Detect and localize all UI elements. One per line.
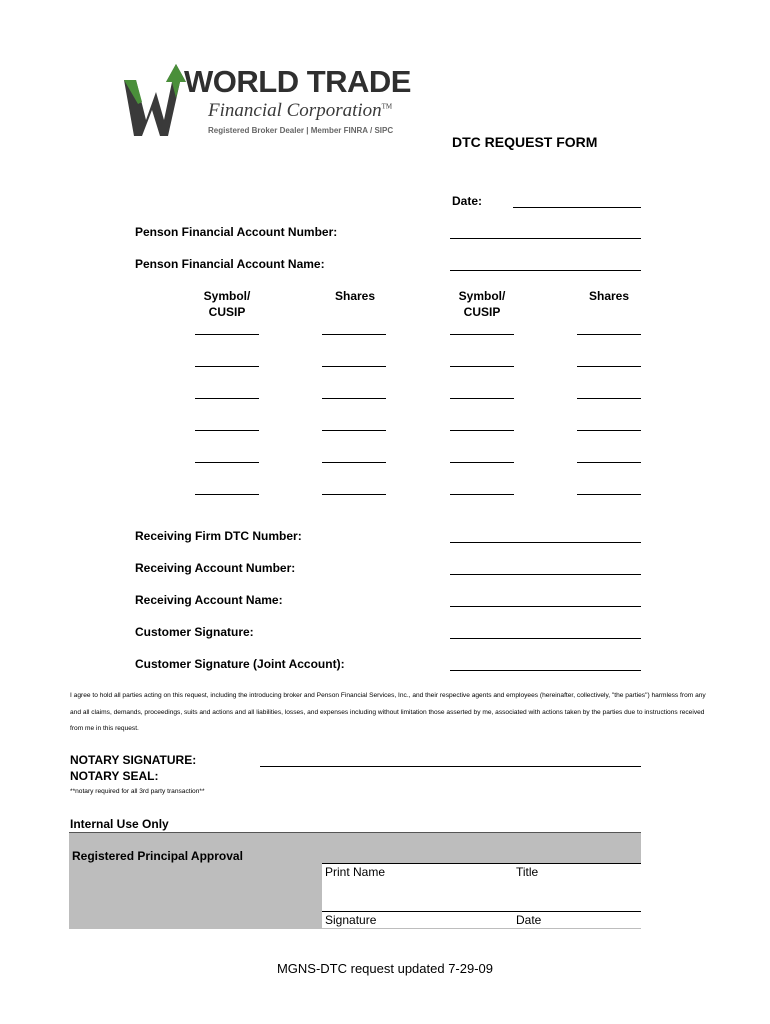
symbol-cusip-1-field[interactable] bbox=[195, 494, 259, 495]
receiving-firm-dtc-label: Receiving Firm DTC Number: bbox=[135, 529, 302, 543]
symbol-cusip-1-field[interactable] bbox=[195, 366, 259, 367]
shares-1-field[interactable] bbox=[322, 398, 386, 399]
symbol-cusip-2-field[interactable] bbox=[450, 334, 514, 335]
shares-2-field[interactable] bbox=[577, 494, 641, 495]
shares-2-field[interactable] bbox=[577, 398, 641, 399]
notary-note: **notary required for all 3rd party transaction** bbox=[70, 788, 205, 795]
logo-w-mark-icon bbox=[122, 62, 186, 142]
date-label-internal: Date bbox=[516, 913, 542, 927]
joint-signature-field[interactable] bbox=[450, 670, 641, 671]
date-field[interactable] bbox=[513, 207, 641, 208]
symbol-cusip-2-field[interactable] bbox=[450, 398, 514, 399]
notary-signature-label: NOTARY SIGNATURE: bbox=[70, 753, 197, 767]
company-logo bbox=[122, 62, 422, 142]
symbol-cusip-1-field[interactable] bbox=[195, 334, 259, 335]
notary-labels bbox=[70, 752, 196, 784]
shares-2-field[interactable] bbox=[577, 462, 641, 463]
shares-1-field[interactable] bbox=[322, 334, 386, 335]
shares-2-field[interactable] bbox=[577, 430, 641, 431]
principal-approval-label: Registered Principal Approval bbox=[72, 849, 243, 863]
date-label: Date: bbox=[452, 194, 483, 208]
symbol-cusip-1-field[interactable] bbox=[195, 398, 259, 399]
shares-1-field[interactable] bbox=[322, 462, 386, 463]
notary-signature-field[interactable] bbox=[260, 766, 641, 767]
symbol-cusip-2-field[interactable] bbox=[450, 366, 514, 367]
symbol-cusip-header-1: Symbol/ CUSIP bbox=[203, 289, 251, 319]
customer-signature-label: Customer Signature: bbox=[135, 625, 254, 639]
logo-wordmark: WORLD TRADE bbox=[184, 64, 411, 99]
symbol-cusip-1-field[interactable] bbox=[195, 430, 259, 431]
signature-line[interactable] bbox=[322, 911, 641, 912]
account-name-label: Penson Financial Account Name: bbox=[135, 257, 325, 271]
shares-header-2: Shares bbox=[588, 289, 630, 303]
account-number-label: Penson Financial Account Number: bbox=[135, 225, 338, 239]
form-title: DTC REQUEST FORM bbox=[452, 134, 598, 150]
symbol-cusip-2-field[interactable] bbox=[450, 462, 514, 463]
symbol-cusip-header-2: Symbol/ CUSIP bbox=[458, 289, 506, 319]
signature-label: Signature bbox=[325, 913, 377, 927]
logo-tagline: Registered Broker Dealer | Member FINRA / SIPC bbox=[208, 126, 394, 135]
shares-1-field[interactable] bbox=[322, 494, 386, 495]
agreement-text: I agree to hold all parties acting on this request, including the introducing broker and Penson Financial Services, Inc., and their respective agents and employees (hereinafter, collectively, "the parties") harmless from any and all claims, demands, proceedings, suits and actions and all liabilities, losses, and expenses including without limitation those asserted by me, associated with actions taken by the parties due to instructions received from me in this request. bbox=[70, 692, 706, 732]
account-name-field[interactable] bbox=[450, 270, 641, 271]
logo-subname: Financial Corporation™ bbox=[208, 100, 393, 121]
receiving-account-name-field[interactable] bbox=[450, 606, 641, 607]
notary-seal-label: NOTARY SEAL: bbox=[70, 769, 159, 783]
shares-2-field[interactable] bbox=[577, 334, 641, 335]
joint-signature-label: Customer Signature (Joint Account): bbox=[135, 657, 345, 671]
receiving-account-name-label: Receiving Account Name: bbox=[135, 593, 283, 607]
customer-signature-field[interactable] bbox=[450, 638, 641, 639]
footer-version: MGNS-DTC request updated 7-29-09 bbox=[276, 961, 494, 976]
shares-1-field[interactable] bbox=[322, 366, 386, 367]
symbol-cusip-1-field[interactable] bbox=[195, 462, 259, 463]
title-label: Title bbox=[516, 865, 539, 879]
symbol-cusip-2-field[interactable] bbox=[450, 494, 514, 495]
print-name-label: Print Name bbox=[325, 865, 386, 879]
internal-use-title: Internal Use Only bbox=[70, 817, 169, 831]
receiving-firm-dtc-field[interactable] bbox=[450, 542, 641, 543]
shares-2-field[interactable] bbox=[577, 366, 641, 367]
receiving-account-number-field[interactable] bbox=[450, 574, 641, 575]
shares-1-field[interactable] bbox=[322, 430, 386, 431]
shares-header-1: Shares bbox=[334, 289, 376, 303]
account-number-field[interactable] bbox=[450, 238, 641, 239]
symbol-cusip-2-field[interactable] bbox=[450, 430, 514, 431]
print-name-line[interactable] bbox=[322, 863, 641, 864]
receiving-account-number-label: Receiving Account Number: bbox=[135, 561, 296, 575]
